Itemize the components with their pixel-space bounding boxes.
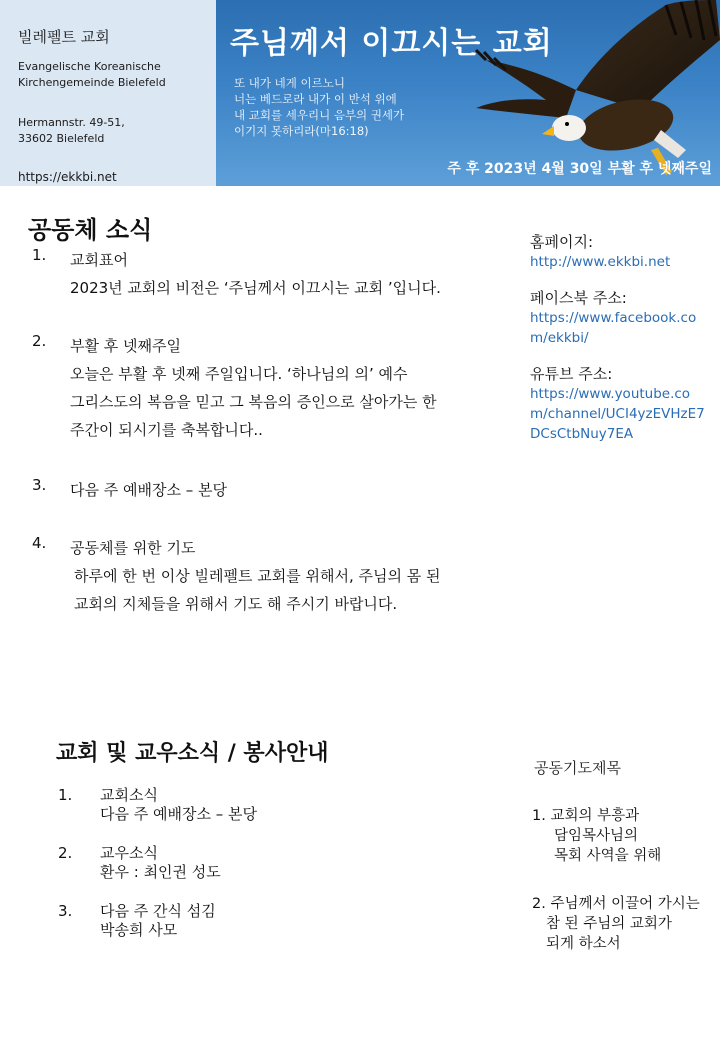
list-item bbox=[32, 246, 502, 302]
item-heading: 공동체를 위한 기도 bbox=[70, 539, 196, 557]
item-body: 교회의 지체들을 위해서 기도 해 주시기 바랍니다. bbox=[74, 595, 398, 613]
service-date: 주 후 2023년 4월 30일 부활 후 넷째주일 bbox=[447, 161, 712, 177]
prayer-line: 목회 사역을 위해 bbox=[554, 848, 662, 864]
item-number: 3. bbox=[32, 476, 47, 494]
verse-line: 너는 베드로라 내가 이 반석 위에 bbox=[234, 92, 397, 106]
address-line-2: 33602 Bielefeld bbox=[18, 132, 105, 145]
bible-verse bbox=[234, 75, 404, 139]
item-body: 환우 : 최인권 성도 bbox=[100, 863, 221, 881]
item-number: 3. bbox=[58, 902, 73, 920]
verse-line: 이기지 못하리라(마16:18) bbox=[234, 124, 369, 138]
item-heading: 교회소식 bbox=[100, 786, 158, 804]
item-body: 박송희 사모 bbox=[100, 921, 178, 939]
prayer-item bbox=[532, 894, 700, 954]
item-number: 2. bbox=[32, 332, 47, 350]
address-line-1: Hermannstr. 49-51, bbox=[18, 116, 125, 129]
prayer-title: 공동기도제목 bbox=[534, 759, 621, 777]
item-heading: 교우소식 bbox=[100, 844, 158, 862]
item-body: 주간이 되시기를 축복합니다.. bbox=[70, 421, 263, 439]
community-news-list bbox=[32, 246, 502, 618]
list-item bbox=[58, 786, 498, 824]
item-heading: 다음 주 간식 섬김 bbox=[100, 902, 216, 920]
community-news-title: 공동체 소식 bbox=[28, 216, 153, 244]
list-item bbox=[32, 332, 502, 444]
prayer-line: 되게 하소서 bbox=[546, 936, 621, 952]
list-item bbox=[32, 534, 502, 618]
youtube-label: 유튜브 주소: bbox=[530, 365, 613, 383]
item-body: 오늘은 부활 후 넷째 주일입니다. ‘하나님의 의’ 예수 bbox=[70, 365, 408, 383]
list-item bbox=[58, 844, 498, 882]
prayer-item bbox=[532, 806, 661, 866]
prayer-line: 참 된 주님의 교회가 bbox=[546, 916, 672, 932]
item-heading: 다음 주 예배장소 – 본당 bbox=[70, 481, 227, 499]
item-heading: 부활 후 넷째주일 bbox=[70, 337, 181, 355]
church-name-german-1: Evangelische Koreanische bbox=[18, 60, 161, 73]
church-name-german-2: Kirchengemeinde Bielefeld bbox=[18, 76, 166, 89]
homepage-label: 홈페이지: bbox=[530, 233, 594, 251]
church-info-panel bbox=[0, 0, 216, 186]
list-item bbox=[58, 902, 498, 940]
prayer-line: 1. 교회의 부흥과 bbox=[532, 808, 640, 824]
church-name: 빌레펠트 교회 bbox=[18, 28, 110, 46]
list-item bbox=[32, 476, 502, 504]
item-number: 1. bbox=[58, 786, 73, 804]
item-body: 그리스도의 복음을 믿고 그 복음의 증인으로 살아가는 한 bbox=[70, 393, 437, 411]
item-number: 1. bbox=[32, 246, 47, 264]
item-number: 2. bbox=[58, 844, 73, 862]
item-number: 4. bbox=[32, 534, 47, 552]
youtube-link[interactable]: https://www.youtube.com/channel/UCI4yzEVHzE7DCsCtbNuy7EA bbox=[530, 386, 705, 442]
banner-title: 주님께서 이끄시는 교회 bbox=[230, 26, 553, 61]
verse-line: 내 교회를 세우리니 음부의 권세가 bbox=[234, 108, 405, 122]
item-body: 다음 주 예배장소 – 본당 bbox=[100, 805, 257, 823]
banner bbox=[216, 0, 720, 186]
facebook-label: 페이스북 주소: bbox=[530, 289, 627, 307]
prayer-line: 담임목사님의 bbox=[554, 828, 639, 844]
facebook-link[interactable]: https://www.facebook.com/ekkbi/ bbox=[530, 310, 697, 346]
prayer-line: 2. 주님께서 이끌어 가시는 bbox=[532, 896, 700, 912]
church-news-title: 교회 및 교우소식 / 봉사안내 bbox=[56, 741, 329, 766]
item-heading: 교회표어 bbox=[70, 251, 128, 269]
item-body: 2023년 교회의 비전은 ‘주님께서 이끄시는 교회 ’입니다. bbox=[70, 279, 441, 297]
church-news-list bbox=[58, 786, 498, 940]
homepage-link[interactable]: http://www.ekkbi.net bbox=[530, 254, 671, 270]
website-link[interactable]: https://ekkbi.net bbox=[18, 170, 117, 184]
verse-line: 또 내가 네게 이르노니 bbox=[234, 76, 345, 90]
item-body: 하루에 한 번 이상 빌레펠트 교회를 위해서, 주님의 몸 된 bbox=[74, 567, 441, 585]
links-panel bbox=[530, 232, 706, 444]
